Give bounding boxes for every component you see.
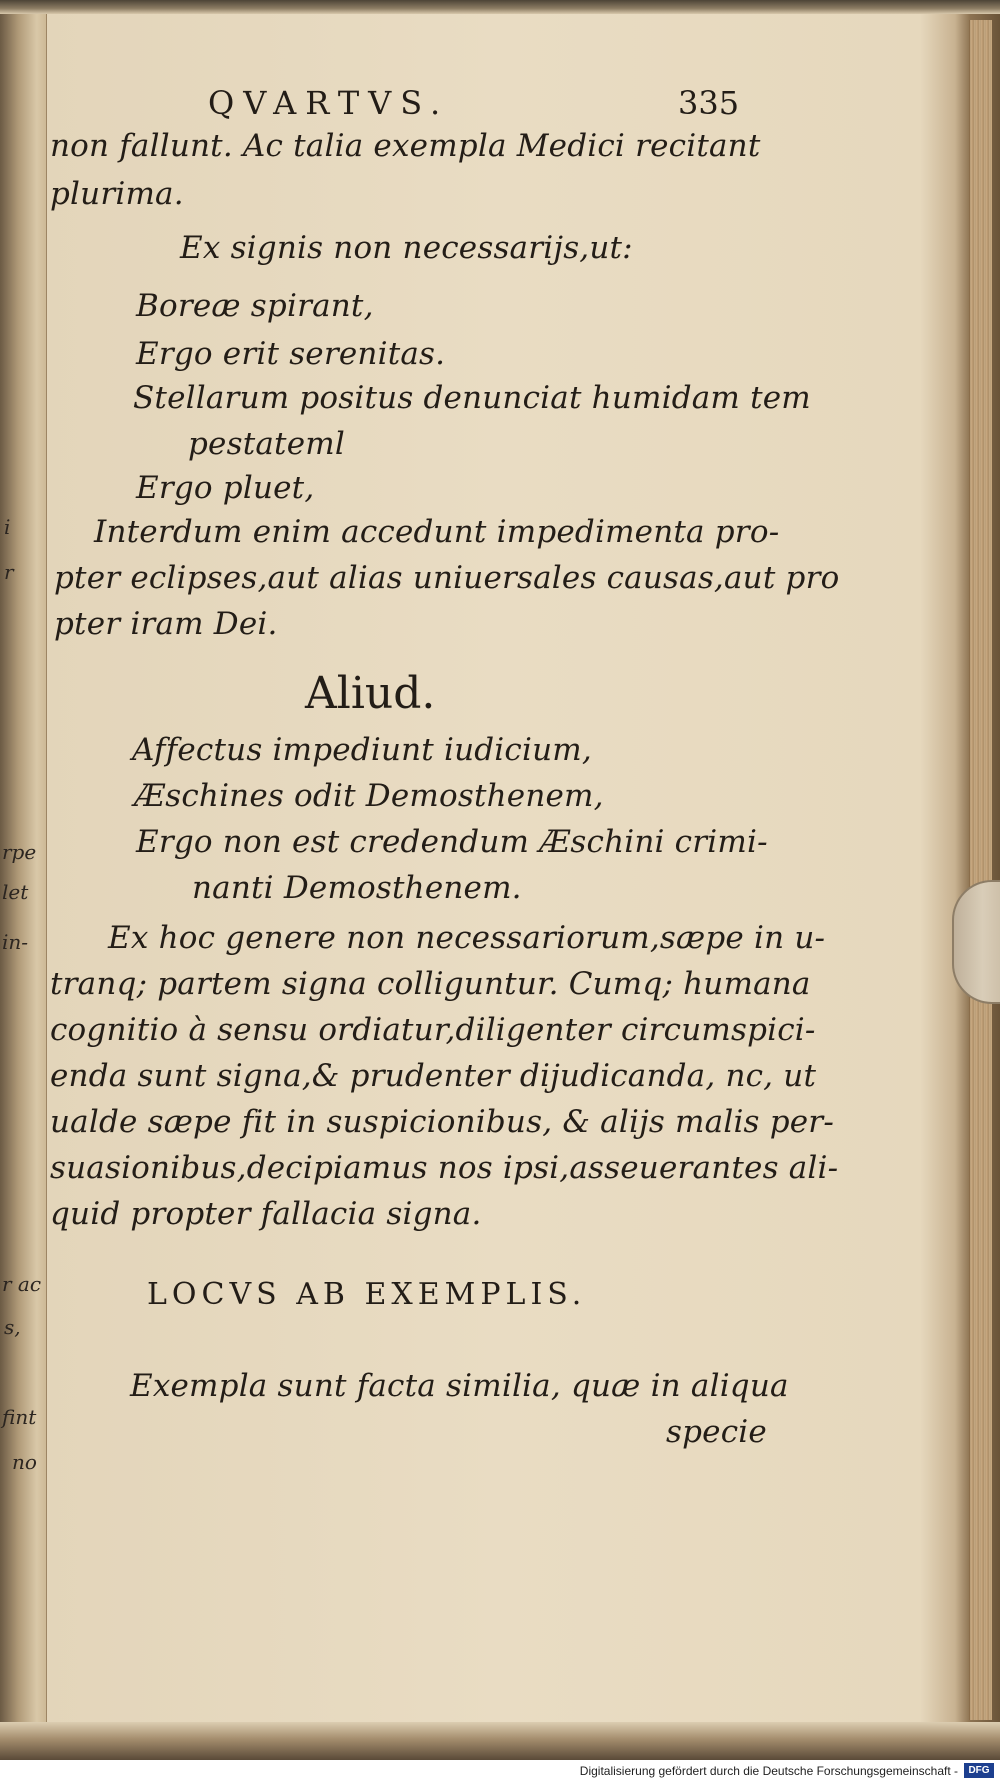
section-heading: LOCVS AB EXEMPLIS. xyxy=(147,1277,587,1312)
book-clasp xyxy=(952,880,1000,1004)
text-line: Exempla sunt facta similia, quæ in aliqua xyxy=(130,1368,789,1404)
text-line: Ergo pluet, xyxy=(136,470,315,506)
text-line: Interdum enim accedunt impedimenta pro- xyxy=(94,514,780,550)
text-line: pter eclipses,aut alias uniuersales causas,aut pro xyxy=(54,560,840,596)
margin-fragment: rpe xyxy=(2,840,37,864)
paragraph-line: tranq; partem signa colliguntur. Cumq; humana xyxy=(50,966,811,1002)
paragraph-line: quid propter fallacia signa. xyxy=(50,1196,482,1232)
text-line: Boreæ spirant, xyxy=(136,288,374,324)
text-line: Ergo non est credendum Æschini crimi- xyxy=(136,824,768,860)
catchword: specie xyxy=(666,1414,767,1450)
page-number: 335 xyxy=(678,84,740,122)
paragraph-line: suasionibus,decipiamus nos ipsi,asseuerantes ali- xyxy=(50,1150,839,1186)
margin-fragment: fint xyxy=(2,1405,37,1429)
section-heading: Aliud. xyxy=(305,668,436,719)
margin-fragment: i xyxy=(4,515,11,539)
margin-fragment: no xyxy=(12,1450,37,1474)
text-line: pter iram Dei. xyxy=(54,606,278,642)
text-line: Æschines odit Demosthenem, xyxy=(134,778,604,814)
book-top-edge xyxy=(0,0,1000,14)
margin-fragment: let xyxy=(2,880,29,904)
paragraph-line: ualde sæpe fit in suspicionibus, & alijs malis per- xyxy=(50,1104,835,1140)
text-line: plurima. xyxy=(50,176,184,212)
page-stack-edge xyxy=(969,20,992,1720)
text-line: Affectus impediunt iudicium, xyxy=(132,732,592,768)
margin-fragment: r xyxy=(4,560,14,584)
digitization-credit: Digitalisierung gefördert durch die Deutsche Forschungsgemeinschaft - xyxy=(579,1764,958,1778)
text-line: Ex signis non necessarijs,ut: xyxy=(180,230,633,266)
margin-fragment: in- xyxy=(2,930,29,954)
running-head: QVARTVS. xyxy=(208,84,450,122)
dfg-logo: DFG xyxy=(964,1763,994,1778)
margin-fragment: r ac xyxy=(2,1272,42,1296)
paragraph-line: Ex hoc genere non necessariorum,sæpe in u- xyxy=(108,920,826,956)
text-line: non fallunt. Ac talia exempla Medici recitant xyxy=(50,128,761,164)
text-line: nanti Demosthenem. xyxy=(192,870,522,906)
book-bottom-edge xyxy=(0,1722,1000,1760)
text-line: Stellarum positus denunciat humidam tem xyxy=(133,380,811,416)
text-line: Ergo erit serenitas. xyxy=(136,336,446,372)
text-line: pestateml xyxy=(188,426,345,462)
paragraph-line: enda sunt signa,& prudenter dijudicanda, nc, ut xyxy=(50,1058,817,1094)
margin-fragment: s, xyxy=(4,1315,21,1339)
paragraph-line: cognitio à sensu ordiatur,diligenter circumspici- xyxy=(50,1012,816,1048)
